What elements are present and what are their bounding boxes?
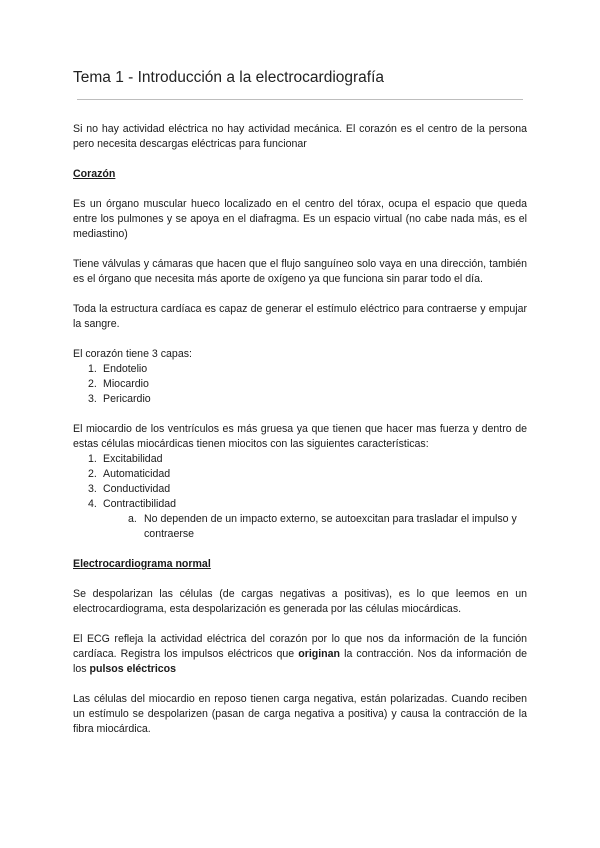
list-item: 2. Miocardio: [88, 378, 149, 390]
miocardio-paragraph: El miocardio de los ventrículos es más gruesa ya que tienen que hacer mas fuerza y dentro de estas células miocárdicas tienen miocitos con las siguientes características:: [73, 423, 527, 450]
corazon-paragraph-3: Toda la estructura cardíaca es capaz de generar el estímulo eléctrico para contraerse y empujar la sangre.: [73, 303, 527, 330]
list-item: 3. Conductividad: [88, 483, 171, 495]
page-title: Tema 1 - Introducción a la electrocardiografía: [73, 69, 385, 86]
features-list: [73, 452, 527, 512]
section-heading-ecg: Electrocardiograma normal: [73, 558, 211, 570]
ecg-paragraph-2: El ECG refleja la actividad eléctrica del corazón por lo que nos da información de la función cardíaca. Registra los impulsos eléctricos que originan la contracción. Nos da información de los pulsos eléctricos: [73, 633, 527, 675]
list-item: 1. Endotelio: [88, 363, 148, 375]
bold-originan: originan: [298, 648, 341, 660]
list-item: a. No dependen de un impacto externo, se autoexcitan para trasladar el impulso y contraerse: [128, 513, 517, 540]
layers-list: [73, 362, 527, 407]
subfeature-list: [73, 512, 527, 542]
bold-pulsos-electricos: pulsos eléctricos: [89, 663, 177, 675]
corazon-paragraph-1: Es un órgano muscular hueco localizado en el centro del tórax, ocupa el espacio que queda entre los pulmones y se apoya en el diafragma. Es un espacio virtual (no cabe nada más, es el mediastino): [73, 198, 527, 240]
layers-intro: El corazón tiene 3 capas:: [73, 348, 192, 360]
section-heading-corazon: Corazón: [73, 168, 116, 180]
ecg-paragraph-3: Las células del miocardio en reposo tienen carga negativa, están polarizadas. Cuando reciben un estímulo se despolarizen (pasan de carga negativa a positiva) y causa la contracción de la fibra miocárdica.: [73, 693, 527, 735]
corazon-paragraph-2: Tiene válvulas y cámaras que hacen que el flujo sanguíneo solo vaya en una dirección, también es el órgano que necesita más aporte de oxígeno ya que funciona sin parar todo el día.: [73, 258, 527, 285]
list-item: 1. Excitabilidad: [88, 453, 163, 465]
ecg-paragraph-1: Se despolarizan las células (de cargas negativas a positivas), es lo que leemos en un electrocardiograma, esta despolarización es generada por las células miocárdicas.: [73, 588, 527, 615]
list-item: 3. Pericardio: [88, 393, 151, 405]
title-divider: [77, 99, 523, 100]
list-item: 4. Contractibilidad: [88, 498, 177, 510]
intro-paragraph: Si no hay actividad eléctrica no hay actividad mecánica. El corazón es el centro de la persona pero necesita descargas eléctricas para funcionar: [73, 123, 527, 150]
list-item: 2. Automaticidad: [88, 468, 171, 480]
